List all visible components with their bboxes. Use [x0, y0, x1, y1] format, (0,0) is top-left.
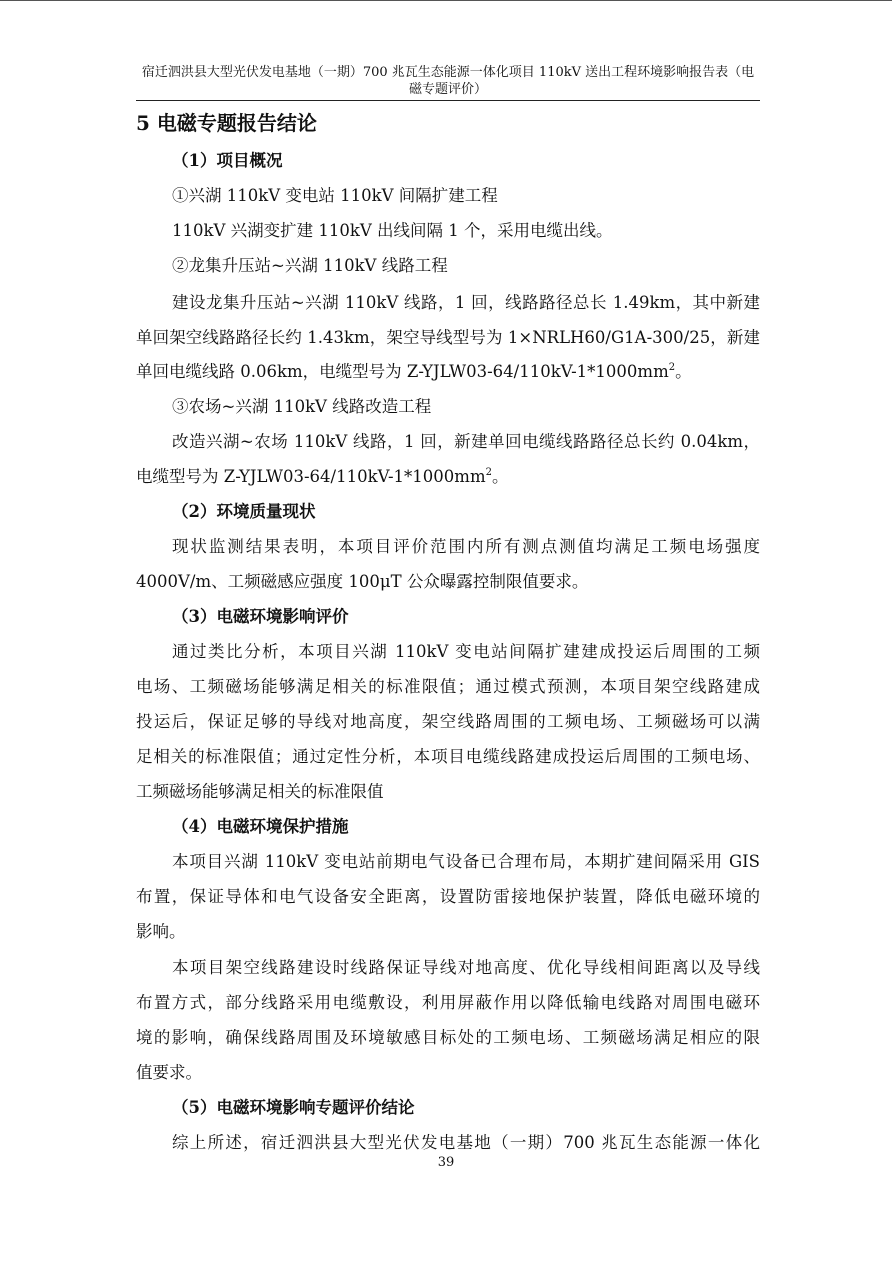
item2-line-3 — [136, 354, 760, 389]
heading-em-impact-assessment: （3）电磁环境影响评价 — [172, 607, 349, 626]
s3-line-4: 足相关的标准限值；通过定性分析，本项目电缆线路建成投运后周围的工频电场、 — [136, 747, 760, 766]
item1-title: ①兴湖 110kV 变电站 110kV 间隔扩建工程 — [172, 186, 498, 205]
s3-line-2: 电场、工频磁场能够满足相关的标准限值；通过模式预测，本项目架空线路建成 — [136, 677, 760, 696]
s4-p1-line-3: 影响。 — [136, 922, 186, 941]
item1-text: 110kV 兴湖变扩建 110kV 出线间隔 1 个，采用电缆出线。 — [172, 221, 613, 240]
item2-line-3-text: 单回电缆线路 0.06km，电缆型号为 Z-YJLW03-64/110kV-1*1000mm — [136, 362, 669, 381]
item3-title: ③农场~兴湖 110kV 线路改造工程 — [172, 397, 432, 416]
s4-p2-line-2: 布置方式，部分线路采用电缆敷设，利用屏蔽作用以降低输电线路对周围电磁环 — [136, 993, 760, 1012]
superscript-2: 2 — [485, 467, 492, 478]
superscript-2: 2 — [668, 362, 676, 373]
s3-line-1: 通过类比分析，本项目兴湖 110kV 变电站间隔扩建建成投运后周围的工频 — [172, 642, 760, 661]
item3-line-1: 改造兴湖~农场 110kV 线路，1 回，新建单回电缆线路路径总长约 0.04km， — [172, 432, 760, 451]
header-divider — [136, 100, 760, 101]
item2-line-2: 单回架空线路路径长约 1.43km，架空导线型号为 1×NRLH60/G1A-300/25，新建 — [136, 328, 760, 347]
s5-line-1: 综上所述，宿迁泗洪县大型光伏发电基地（一期）700 兆瓦生态能源一体化 — [172, 1133, 760, 1152]
s4-p2-line-3: 境的影响，确保线路周围及环境敏感目标处的工频电场、工频磁场满足相应的限 — [136, 1028, 760, 1047]
heading-em-conclusion: （5）电磁环境影响专题评价结论 — [172, 1098, 415, 1117]
heading-em-protection-measures: （4）电磁环境保护措施 — [172, 817, 349, 836]
s3-line-5: 工频磁场能够满足相关的标准限值 — [136, 782, 384, 801]
header-line-2: 磁专题评价） — [408, 82, 487, 97]
page-header — [136, 64, 760, 98]
item2-line-1: 建设龙集升压站~兴湖 110kV 线路，1 回，线路路径总长 1.49km，其中新建 — [172, 293, 760, 312]
section-title: 5 电磁专题报告结论 — [136, 111, 317, 135]
item2-title: ②龙集升压站~兴湖 110kV 线路工程 — [172, 256, 448, 275]
period: 。 — [675, 362, 692, 381]
s4-p1-line-1: 本项目兴湖 110kV 变电站前期电气设备已合理布局，本期扩建间隔采用 GIS — [172, 852, 760, 871]
page-number: 39 — [437, 1155, 455, 1170]
heading-environmental-quality: （2）环境质量现状 — [172, 502, 316, 521]
s2-line-2: 4000V/m、工频磁感应强度 100μT 公众曝露控制限值要求。 — [136, 572, 589, 591]
s3-line-3: 投运后，保证足够的导线对地高度，架空线路周围的工频电场、工频磁场可以满 — [136, 712, 760, 731]
period: 。 — [491, 467, 509, 486]
s4-p1-line-2: 布置，保证导体和电气设备安全距离，设置防雷接地保护装置，降低电磁环境的 — [136, 887, 760, 906]
top-border-line — [0, 0, 892, 1]
s4-p2-line-4: 值要求。 — [136, 1063, 202, 1082]
item3-line-2-text: 电缆型号为 Z-YJLW03-64/110kV-1*1000mm — [136, 467, 486, 486]
heading-project-overview: （1）项目概况 — [172, 151, 283, 170]
item3-line-2 — [136, 459, 760, 494]
header-line-1: 宿迁泗洪县大型光伏发电基地（一期）700 兆瓦生态能源一体化项目 110kV 送出工程环境影响报告表（电 — [141, 65, 755, 80]
s2-line-1: 现状监测结果表明，本项目评价范围内所有测点测值均满足工频电场强度 — [172, 537, 760, 556]
s4-p2-line-1: 本项目架空线路建设时线路保证导线对地高度、优化导线相间距离以及导线 — [172, 958, 760, 977]
